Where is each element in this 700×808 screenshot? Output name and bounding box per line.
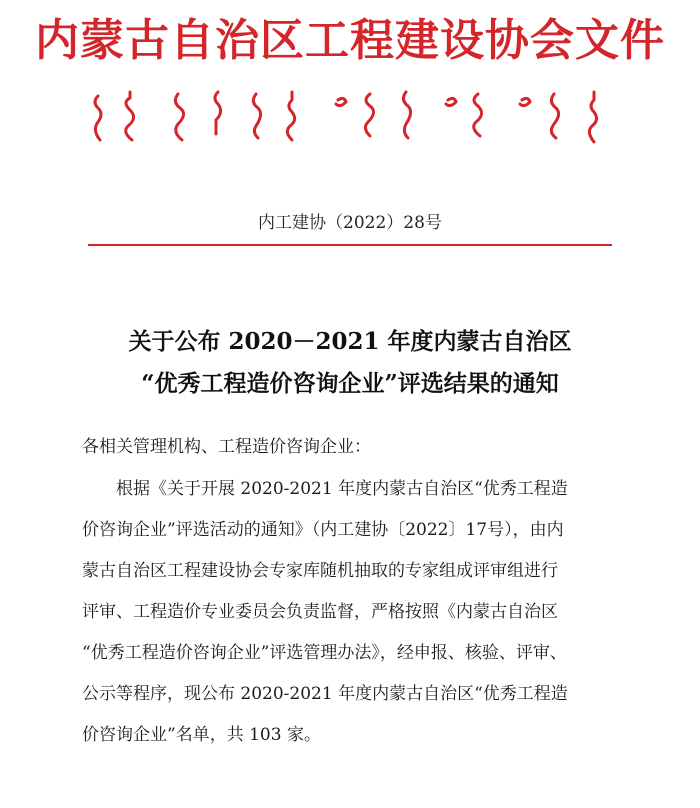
notice-title-line-2: “优秀工程造价咨询企业”评选结果的通知 <box>141 370 559 397</box>
notice-title-line-1: 关于公布 2020－2021 年度内蒙古自治区 <box>128 328 572 355</box>
body-paragraph-line: 蒙古自治区工程建设协会专家库随机抽取的专家组成评审组进行 <box>82 561 558 581</box>
header-divider <box>88 244 612 246</box>
mongolian-script-header <box>60 84 640 154</box>
organization-header-title: 内蒙古自治区工程建设协会文件 <box>35 15 665 66</box>
salutation: 各相关管理机构、工程造价咨询企业： <box>82 437 371 457</box>
body-paragraph-line: 公示等程序，现公布 2020-2021 年度内蒙古自治区“优秀工程造 <box>82 684 568 704</box>
body-paragraph-line: 价咨询企业”名单，共 103 家。 <box>82 725 321 745</box>
body-paragraph-line: 评审、工程造价专业委员会负责监督，严格按照《内蒙古自治区 <box>82 602 558 622</box>
body-paragraph-line: “优秀工程造价咨询企业”评选管理办法》，经申报、核验、评审、 <box>82 643 567 663</box>
body-paragraph-line: 根据《关于开展 2020-2021 年度内蒙古自治区“优秀工程造 <box>116 479 568 499</box>
body-paragraph-line: 价咨询企业”评选活动的通知》（内工建协〔2022〕17号），由内 <box>82 520 564 540</box>
document-number: 内工建协（2022）28号 <box>258 213 442 233</box>
